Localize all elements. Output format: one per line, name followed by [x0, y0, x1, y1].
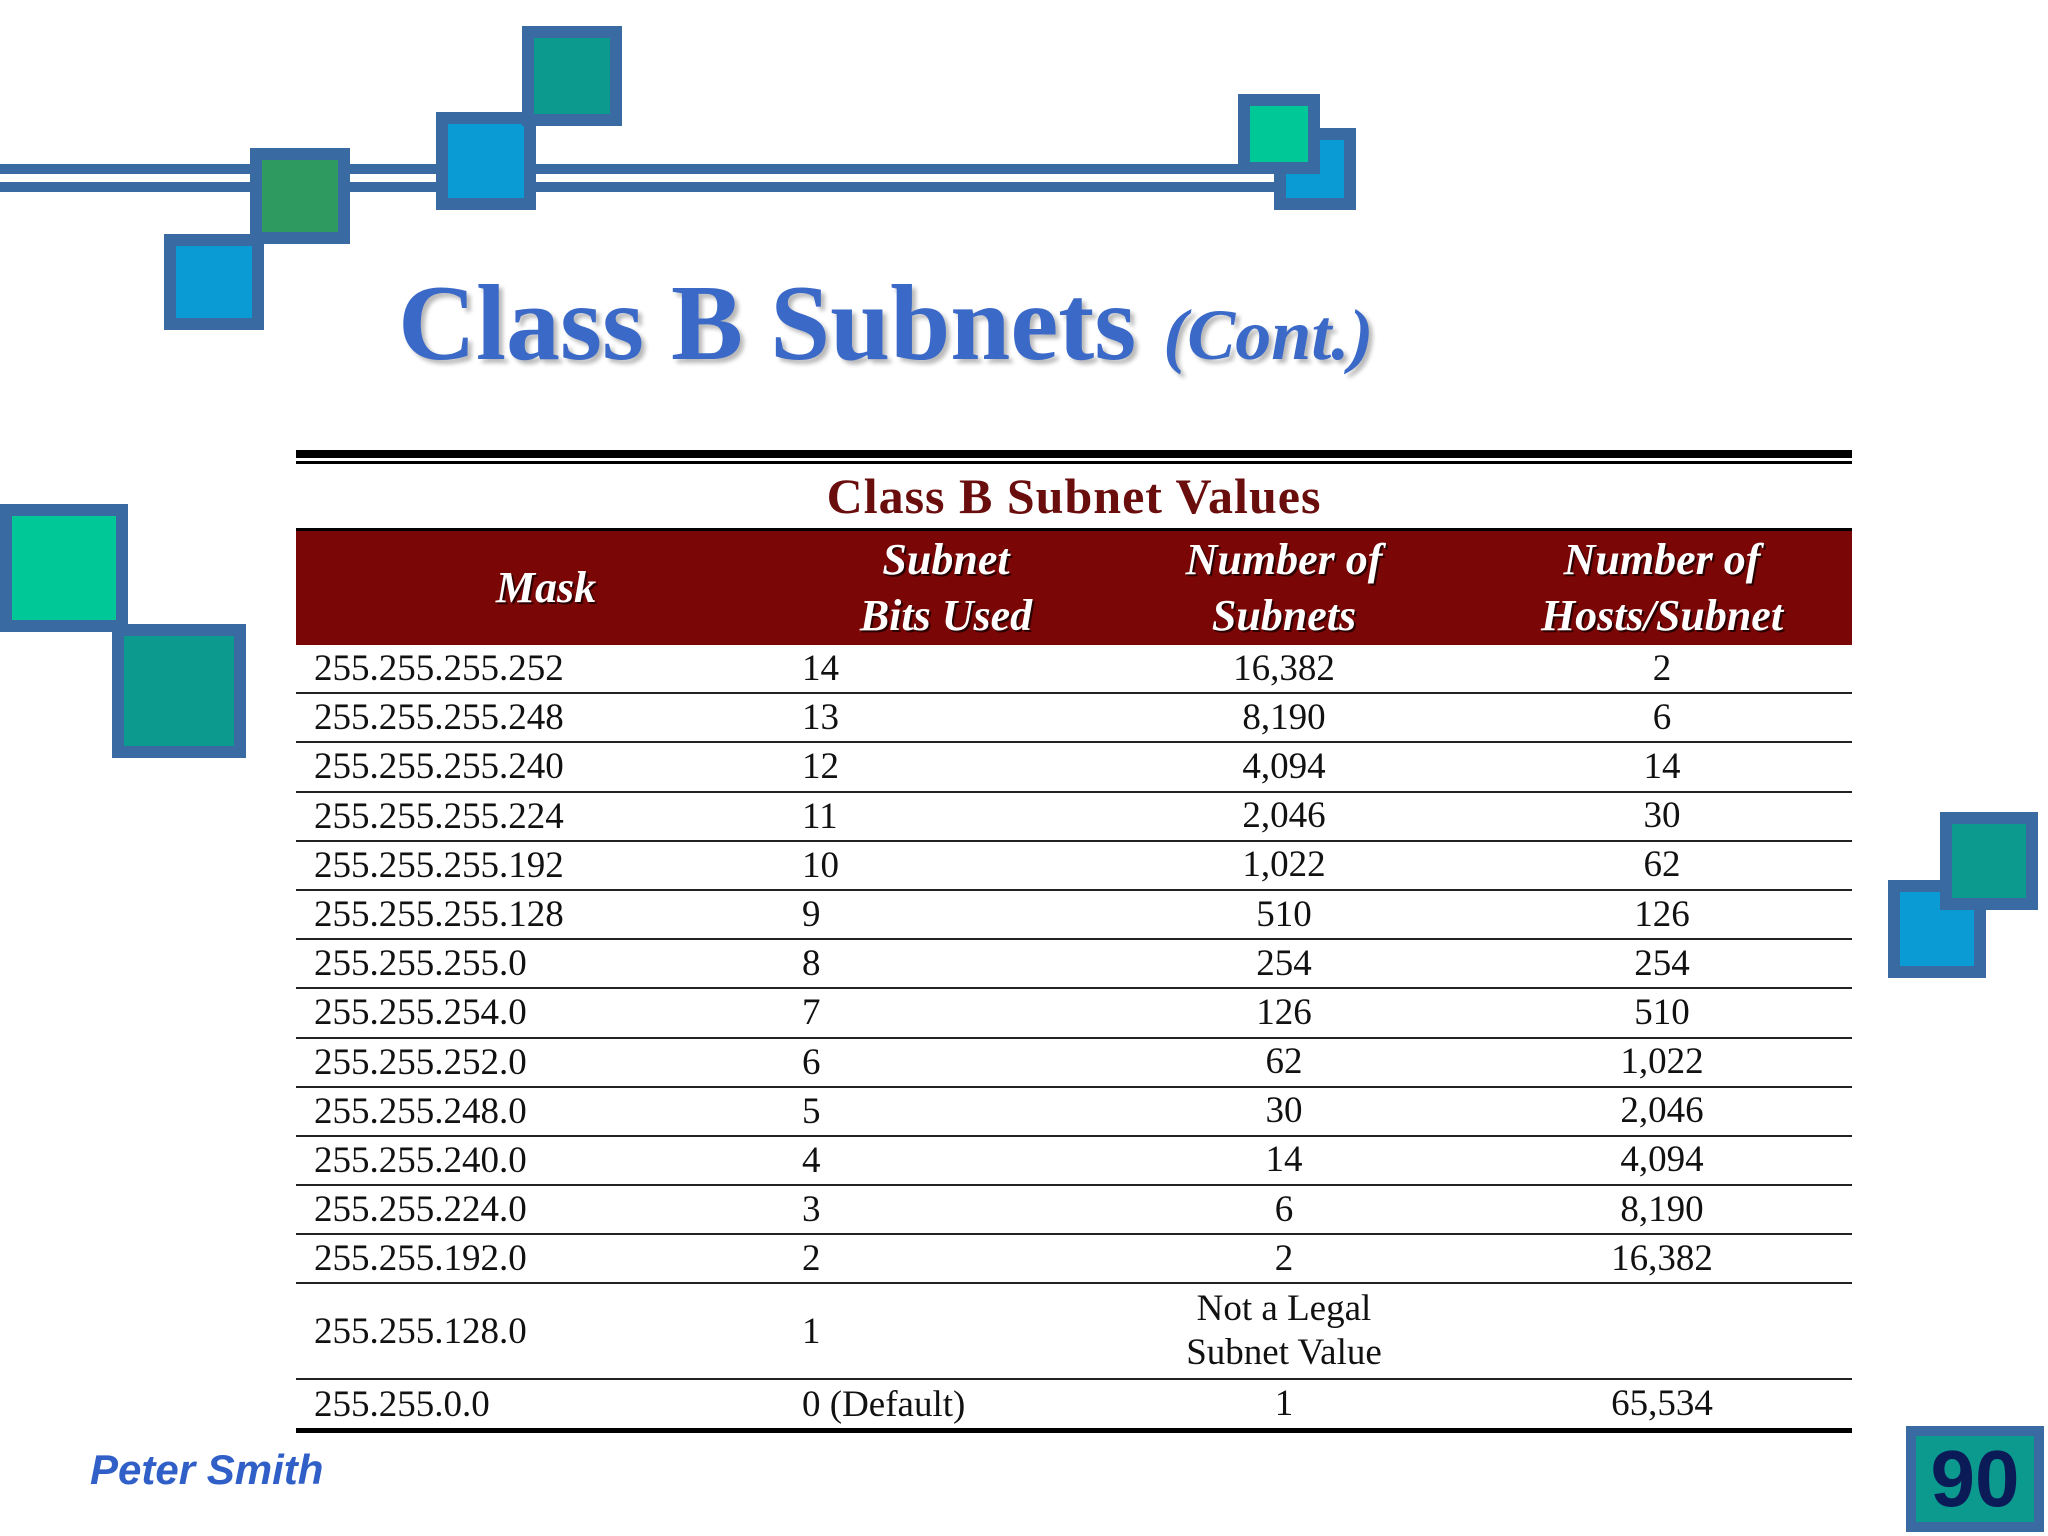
table-row — [296, 1235, 1852, 1284]
page-number: 90 — [1906, 1426, 2044, 1532]
cell-mask: 255.255.255.192 — [314, 844, 564, 886]
cell-subnets-line2: Subnet Value — [1186, 1332, 1382, 1374]
cell-mask: 255.255.255.252 — [314, 648, 564, 690]
cell-hosts: 6 — [1652, 696, 1672, 738]
cell-subnets — [1096, 1287, 1472, 1375]
author-name: Peter Smith — [90, 1446, 324, 1493]
cell-subnets: 6 — [1274, 1188, 1294, 1230]
cell-subnets: 4,094 — [1242, 745, 1326, 787]
cell-bits: 5 — [802, 1090, 821, 1132]
cell-hosts: 30 — [1643, 795, 1681, 837]
cell-mask: 255.255.128.0 — [314, 1310, 527, 1352]
decor-square-mint-right — [1238, 94, 1320, 174]
cell-mask: 255.255.240.0 — [314, 1139, 527, 1181]
decor-square-sky-low — [164, 234, 264, 330]
cell-hosts: 16,382 — [1611, 1237, 1713, 1279]
cell-subnets: 62 — [1265, 1041, 1303, 1083]
cell-bits: 10 — [802, 844, 839, 886]
cell-hosts: 14 — [1643, 745, 1681, 787]
cell-subnets: 8,190 — [1242, 696, 1326, 738]
cell-bits: 6 — [802, 1041, 821, 1083]
header-mask: Mask — [495, 563, 597, 612]
cell-subnets: 1,022 — [1242, 844, 1326, 886]
table-row-illegal — [296, 1284, 1852, 1380]
cell-hosts: 510 — [1634, 991, 1690, 1033]
cell-subnets: 254 — [1256, 942, 1312, 984]
cell-mask: 255.255.0.0 — [314, 1383, 490, 1425]
table-row — [296, 891, 1852, 940]
cell-bits: 3 — [802, 1189, 821, 1231]
table-header — [296, 528, 1852, 645]
slide-title — [398, 262, 1373, 386]
cell-mask: 255.255.255.0 — [314, 943, 527, 985]
table-top-rule — [296, 450, 1852, 458]
cell-subnets-line1: Not a Legal — [1196, 1288, 1372, 1330]
cell-subnets: 2,046 — [1242, 795, 1326, 837]
header-hosts-per-subnet: Number of Hosts/Subnet — [1540, 535, 1784, 640]
cell-bits: 11 — [802, 795, 838, 837]
decor-square-teal-top — [522, 26, 622, 126]
cell-bits: 0 (Default) — [802, 1383, 966, 1425]
decor-square-teal-right-mid — [1940, 812, 2038, 910]
cell-bits: 9 — [802, 894, 821, 936]
cell-mask: 255.255.248.0 — [314, 1090, 527, 1132]
table-row — [296, 1088, 1852, 1137]
slide-title-main: Class B Subnets — [398, 264, 1137, 383]
cell-subnets: 510 — [1256, 893, 1312, 935]
table-row — [296, 645, 1852, 694]
header-number-of-subnets: Number of Subnets — [1185, 535, 1383, 640]
decor-square-green — [250, 148, 350, 244]
cell-mask: 255.255.254.0 — [314, 992, 527, 1034]
decor-line-top — [0, 164, 1290, 174]
cell-mask: 255.255.255.240 — [314, 746, 564, 788]
cell-subnets: 14 — [1265, 1139, 1303, 1181]
table-caption: Class B Subnet Values — [826, 468, 1322, 524]
decor-square-mint-left — [0, 504, 128, 632]
cell-hosts: 62 — [1643, 844, 1681, 886]
cell-subnets: 30 — [1265, 1090, 1303, 1132]
cell-hosts: 2,046 — [1620, 1090, 1704, 1132]
slide-title-sub: (Cont.) — [1163, 295, 1374, 375]
cell-hosts: 1,022 — [1620, 1041, 1704, 1083]
table-body — [296, 645, 1852, 1433]
header-subnet-bits: Subnet Bits Used — [859, 535, 1033, 640]
cell-bits: 13 — [802, 697, 839, 739]
cell-bits: 1 — [802, 1310, 821, 1352]
decor-line-bottom — [0, 182, 1290, 192]
cell-hosts: 126 — [1634, 893, 1690, 935]
cell-subnets: 16,382 — [1233, 647, 1335, 689]
cell-bits: 2 — [802, 1238, 821, 1280]
table-row — [296, 1186, 1852, 1235]
cell-mask: 255.255.255.248 — [314, 697, 564, 739]
decor-square-sky-mid — [436, 112, 536, 210]
table-row — [296, 793, 1852, 842]
table-row — [296, 743, 1852, 792]
cell-subnets: 2 — [1274, 1237, 1294, 1279]
table-row — [296, 1137, 1852, 1186]
cell-mask: 255.255.192.0 — [314, 1238, 527, 1280]
cell-hosts: 65,534 — [1611, 1383, 1713, 1425]
cell-mask: 255.255.252.0 — [314, 1041, 527, 1083]
cell-bits: 4 — [802, 1139, 821, 1181]
cell-bits: 8 — [802, 943, 821, 985]
cell-bits: 7 — [802, 992, 821, 1034]
decor-square-teal-left — [112, 624, 246, 758]
cell-subnets: 126 — [1256, 991, 1312, 1033]
table-row — [296, 1039, 1852, 1088]
cell-hosts: 4,094 — [1620, 1139, 1704, 1181]
cell-hosts: 254 — [1634, 942, 1690, 984]
cell-mask: 255.255.224.0 — [314, 1189, 527, 1231]
cell-hosts: 2 — [1652, 647, 1672, 689]
cell-mask: 255.255.255.128 — [314, 894, 564, 936]
cell-mask: 255.255.255.224 — [314, 795, 564, 837]
cell-bits: 14 — [802, 648, 839, 690]
cell-hosts: 8,190 — [1620, 1188, 1704, 1230]
cell-subnets: 1 — [1274, 1383, 1294, 1425]
table-row-default — [296, 1380, 1852, 1432]
table-row — [296, 940, 1852, 989]
table-row — [296, 842, 1852, 891]
subnet-table — [296, 450, 1852, 1433]
table-row — [296, 694, 1852, 743]
table-row — [296, 989, 1852, 1038]
cell-bits: 12 — [802, 746, 839, 788]
